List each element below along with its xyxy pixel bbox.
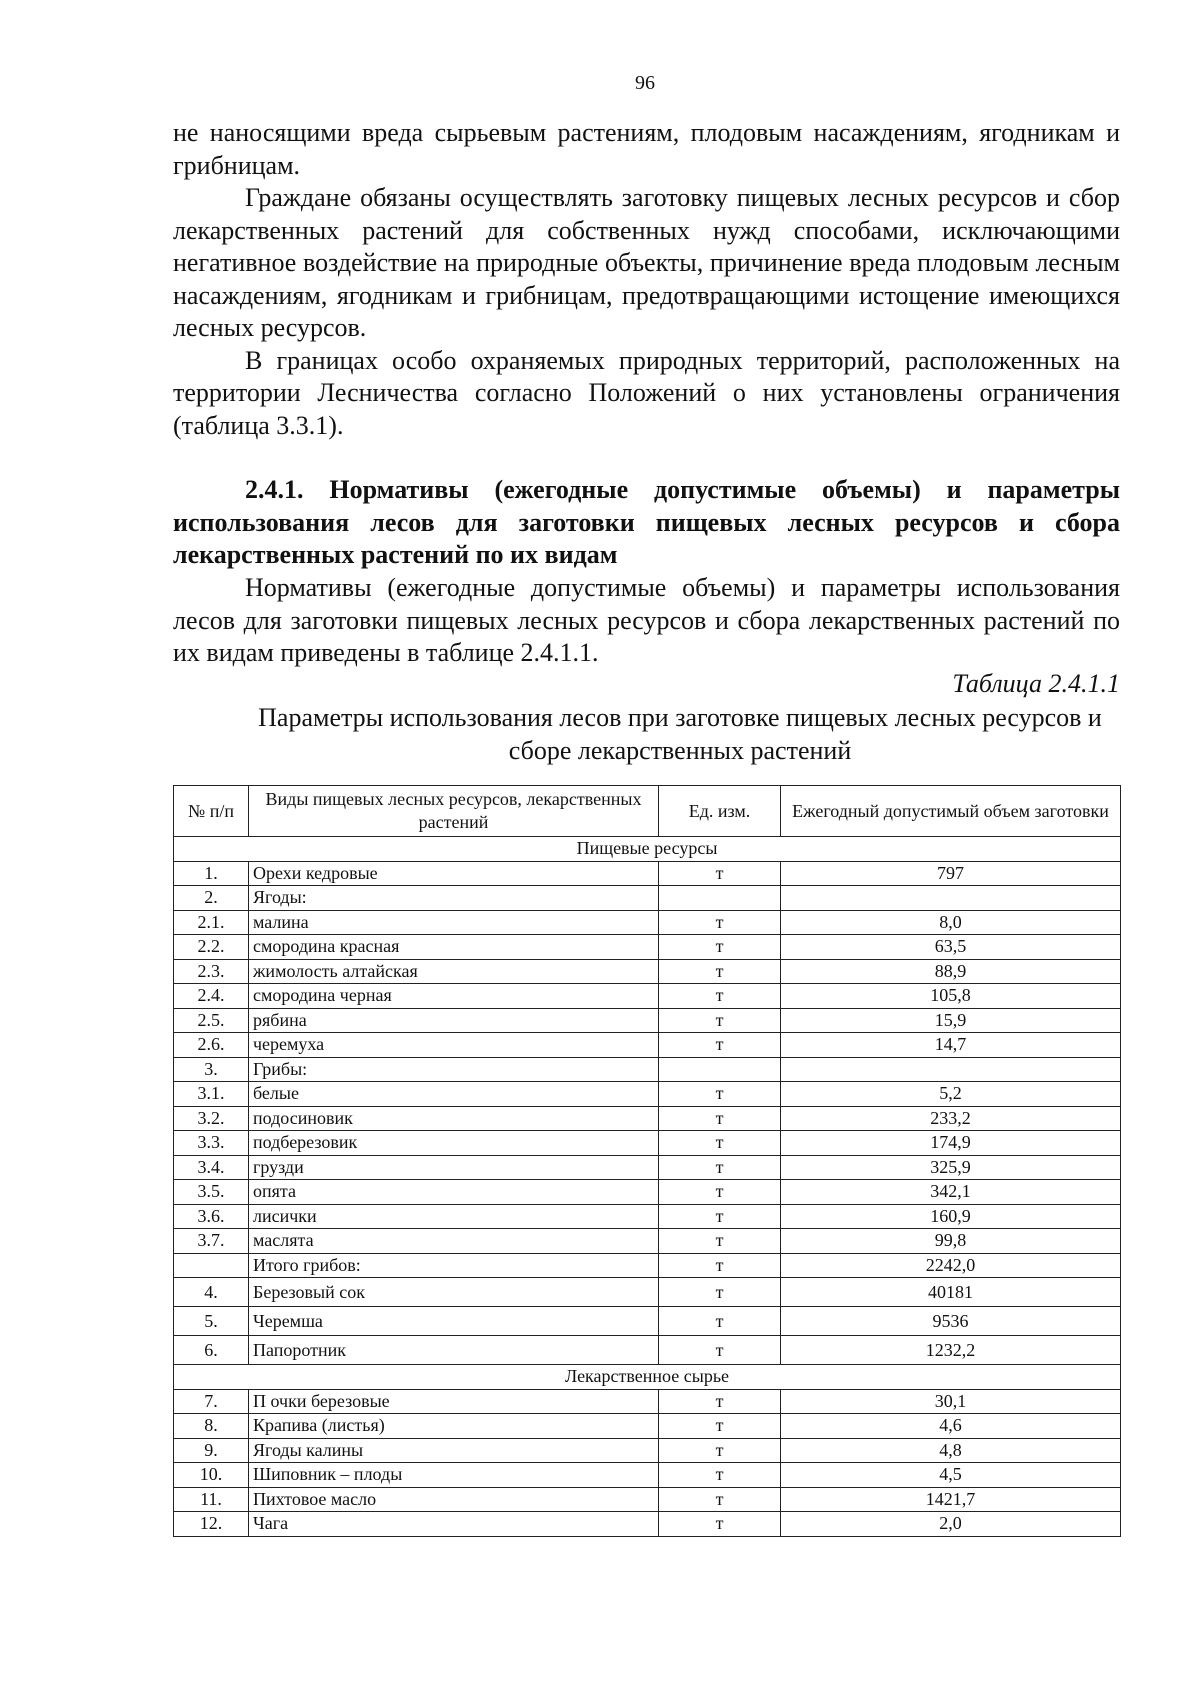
row-volume: 40181 bbox=[781, 1278, 1121, 1307]
row-name: подосиновик bbox=[249, 1106, 659, 1131]
row-name: грузди bbox=[249, 1155, 659, 1180]
row-volume: 4,6 bbox=[781, 1414, 1121, 1439]
row-unit: т bbox=[659, 861, 781, 886]
row-volume: 174,9 bbox=[781, 1131, 1121, 1156]
row-name: малина bbox=[249, 910, 659, 935]
row-unit: т bbox=[659, 1512, 781, 1537]
row-number: 3.3. bbox=[174, 1131, 249, 1156]
row-volume: 14,7 bbox=[781, 1033, 1121, 1058]
row-number: 11. bbox=[174, 1487, 249, 1512]
header-num: № п/п bbox=[174, 786, 249, 837]
row-name: Орехи кедровые bbox=[249, 861, 659, 886]
section-text bbox=[173, 572, 1120, 670]
table-row bbox=[174, 1438, 1121, 1463]
section-heading: 2.4.1. Нормативы (ежегодные допустимые объемы) и параметры использования лесов для заготовки пищевых лесных ресурсов и сбора лекарственных растений по их видам bbox=[173, 475, 1120, 569]
table-title: Параметры использования лесов при заготовке пищевых лесных ресурсов и сборе лекарственных растений bbox=[258, 703, 1102, 765]
row-unit: т bbox=[659, 1487, 781, 1512]
header-unit: Ед. изм. bbox=[659, 786, 781, 837]
row-name: Ягоды: bbox=[249, 886, 659, 911]
table-header-row bbox=[174, 786, 1121, 837]
row-unit: т bbox=[659, 1106, 781, 1131]
table-row bbox=[174, 861, 1121, 886]
row-unit: т bbox=[659, 1307, 781, 1336]
row-volume: 105,8 bbox=[781, 984, 1121, 1009]
table-row bbox=[174, 1204, 1121, 1229]
table-row bbox=[174, 1229, 1121, 1254]
resources-table bbox=[173, 785, 1121, 1537]
row-unit: т bbox=[659, 910, 781, 935]
row-number: 3. bbox=[174, 1057, 249, 1082]
row-unit: т bbox=[659, 959, 781, 984]
row-number: 6. bbox=[174, 1336, 249, 1365]
table-row bbox=[174, 886, 1121, 911]
table-row bbox=[174, 984, 1121, 1009]
table-row bbox=[174, 1082, 1121, 1107]
table-row bbox=[174, 1512, 1121, 1537]
table-row bbox=[174, 1389, 1121, 1414]
table-label: Таблица 2.4.1.1 bbox=[952, 669, 1120, 698]
row-number: 3.7. bbox=[174, 1229, 249, 1254]
table-section-row bbox=[174, 837, 1121, 862]
row-volume: 30,1 bbox=[781, 1389, 1121, 1414]
row-unit bbox=[659, 886, 781, 911]
section-label: Лекарственное сырье bbox=[174, 1365, 1121, 1390]
table-row bbox=[174, 1180, 1121, 1205]
table-row bbox=[174, 1336, 1121, 1365]
row-number: 3.6. bbox=[174, 1204, 249, 1229]
header-name: Виды пищевых лесных ресурсов, лекарственных растений bbox=[249, 786, 659, 837]
row-name: подберезовик bbox=[249, 1131, 659, 1156]
row-number: 10. bbox=[174, 1463, 249, 1488]
row-unit: т bbox=[659, 1336, 781, 1365]
table-row bbox=[174, 1033, 1121, 1058]
row-number: 1. bbox=[174, 861, 249, 886]
row-volume: 160,9 bbox=[781, 1204, 1121, 1229]
row-name: Березовый сок bbox=[249, 1278, 659, 1307]
table-row bbox=[174, 1057, 1121, 1082]
row-unit: т bbox=[659, 1229, 781, 1254]
paragraph: не наносящими вреда сырьевым растениям, плодовым насаждениям, ягодникам и грибницам. bbox=[173, 118, 1120, 180]
row-volume: 8,0 bbox=[781, 910, 1121, 935]
row-name: Крапива (листья) bbox=[249, 1414, 659, 1439]
row-unit: т bbox=[659, 1414, 781, 1439]
table-section-row bbox=[174, 1365, 1121, 1390]
intro-text bbox=[173, 117, 1120, 442]
row-name: лисички bbox=[249, 1204, 659, 1229]
row-number bbox=[174, 1253, 249, 1278]
row-volume: 342,1 bbox=[781, 1180, 1121, 1205]
row-unit: т bbox=[659, 1204, 781, 1229]
row-number: 4. bbox=[174, 1278, 249, 1307]
row-volume: 9536 bbox=[781, 1307, 1121, 1336]
row-volume: 2,0 bbox=[781, 1512, 1121, 1537]
table-row bbox=[174, 1131, 1121, 1156]
row-number: 2.6. bbox=[174, 1033, 249, 1058]
table-row bbox=[174, 1307, 1121, 1336]
row-volume: 1232,2 bbox=[781, 1336, 1121, 1365]
row-name: Папоротник bbox=[249, 1336, 659, 1365]
table-row bbox=[174, 1008, 1121, 1033]
row-number: 3.5. bbox=[174, 1180, 249, 1205]
row-volume: 15,9 bbox=[781, 1008, 1121, 1033]
row-volume: 4,5 bbox=[781, 1463, 1121, 1488]
row-unit: т bbox=[659, 1463, 781, 1488]
table-row bbox=[174, 959, 1121, 984]
row-volume: 99,8 bbox=[781, 1229, 1121, 1254]
row-name: белые bbox=[249, 1082, 659, 1107]
row-name: опята bbox=[249, 1180, 659, 1205]
row-volume: 4,8 bbox=[781, 1438, 1121, 1463]
row-unit: т bbox=[659, 1008, 781, 1033]
row-number: 2. bbox=[174, 886, 249, 911]
row-number: 2.4. bbox=[174, 984, 249, 1009]
table-row bbox=[174, 1155, 1121, 1180]
row-number: 3.1. bbox=[174, 1082, 249, 1107]
table-row bbox=[174, 1106, 1121, 1131]
row-volume: 63,5 bbox=[781, 935, 1121, 960]
row-name: П очки березовые bbox=[249, 1389, 659, 1414]
paragraph: В границах особо охраняемых природных территорий, расположенных на территории Лесничества согласно Положений о них установлены ограничения (таблица 3.3.1). bbox=[173, 345, 1120, 440]
row-name: Шиповник – плоды bbox=[249, 1463, 659, 1488]
table-row bbox=[174, 1253, 1121, 1278]
row-name: жимолость алтайская bbox=[249, 959, 659, 984]
table-row bbox=[174, 910, 1121, 935]
row-number: 5. bbox=[174, 1307, 249, 1336]
row-number: 2.3. bbox=[174, 959, 249, 984]
row-number: 2.2. bbox=[174, 935, 249, 960]
row-name: смородина черная bbox=[249, 984, 659, 1009]
row-number: 12. bbox=[174, 1512, 249, 1537]
row-name: Чага bbox=[249, 1512, 659, 1537]
row-number: 8. bbox=[174, 1414, 249, 1439]
row-volume: 325,9 bbox=[781, 1155, 1121, 1180]
table-row bbox=[174, 1278, 1121, 1307]
row-name: смородина красная bbox=[249, 935, 659, 960]
row-unit: т bbox=[659, 935, 781, 960]
row-volume: 1421,7 bbox=[781, 1487, 1121, 1512]
row-volume: 88,9 bbox=[781, 959, 1121, 984]
paragraph: Нормативы (ежегодные допустимые объемы) и параметры использования лесов для заготовки пищевых лесных ресурсов и сбора лекарственных растений по их видам приведены в таблице 2.4.1.1. bbox=[173, 573, 1120, 667]
paragraph: Граждане обязаны осуществлять заготовку пищевых лесных ресурсов и сбор лекарственных растений для собственных нужд способами, исключающими негативное воздействие на природные объекты, причинение вреда плодовым лесным насаждениям, ягодникам и грибницам, предотвращающими истощение имеющихся лесных ресурсов. bbox=[173, 183, 1120, 342]
row-volume: 5,2 bbox=[781, 1082, 1121, 1107]
header-volume: Ежегодный допустимый объем заготовки bbox=[781, 786, 1121, 837]
row-unit: т bbox=[659, 1253, 781, 1278]
row-volume: 233,2 bbox=[781, 1106, 1121, 1131]
row-unit: т bbox=[659, 1033, 781, 1058]
row-name: рябина bbox=[249, 1008, 659, 1033]
page-number: 96 bbox=[635, 72, 655, 94]
row-number: 2.1. bbox=[174, 910, 249, 935]
row-unit: т bbox=[659, 1278, 781, 1307]
table-body bbox=[174, 837, 1121, 1537]
table-row bbox=[174, 1487, 1121, 1512]
row-name: Ягоды калины bbox=[249, 1438, 659, 1463]
row-unit: т bbox=[659, 1438, 781, 1463]
row-number: 2.5. bbox=[174, 1008, 249, 1033]
row-unit: т bbox=[659, 1082, 781, 1107]
row-volume bbox=[781, 886, 1121, 911]
row-number: 3.2. bbox=[174, 1106, 249, 1131]
row-volume: 797 bbox=[781, 861, 1121, 886]
row-name: Черемша bbox=[249, 1307, 659, 1336]
row-name: Итого грибов: bbox=[249, 1253, 659, 1278]
row-unit: т bbox=[659, 1131, 781, 1156]
row-unit bbox=[659, 1057, 781, 1082]
row-unit: т bbox=[659, 1389, 781, 1414]
row-number: 9. bbox=[174, 1438, 249, 1463]
table-row bbox=[174, 1414, 1121, 1439]
row-unit: т bbox=[659, 1180, 781, 1205]
row-unit: т bbox=[659, 1155, 781, 1180]
row-volume: 2242,0 bbox=[781, 1253, 1121, 1278]
row-name: черемуха bbox=[249, 1033, 659, 1058]
row-number: 7. bbox=[174, 1389, 249, 1414]
row-volume bbox=[781, 1057, 1121, 1082]
section-label: Пищевые ресурсы bbox=[174, 837, 1121, 862]
table-row bbox=[174, 935, 1121, 960]
row-name: Грибы: bbox=[249, 1057, 659, 1082]
row-name: Пихтовое масло bbox=[249, 1487, 659, 1512]
row-number: 3.4. bbox=[174, 1155, 249, 1180]
row-name: маслята bbox=[249, 1229, 659, 1254]
table-row bbox=[174, 1463, 1121, 1488]
row-unit: т bbox=[659, 984, 781, 1009]
